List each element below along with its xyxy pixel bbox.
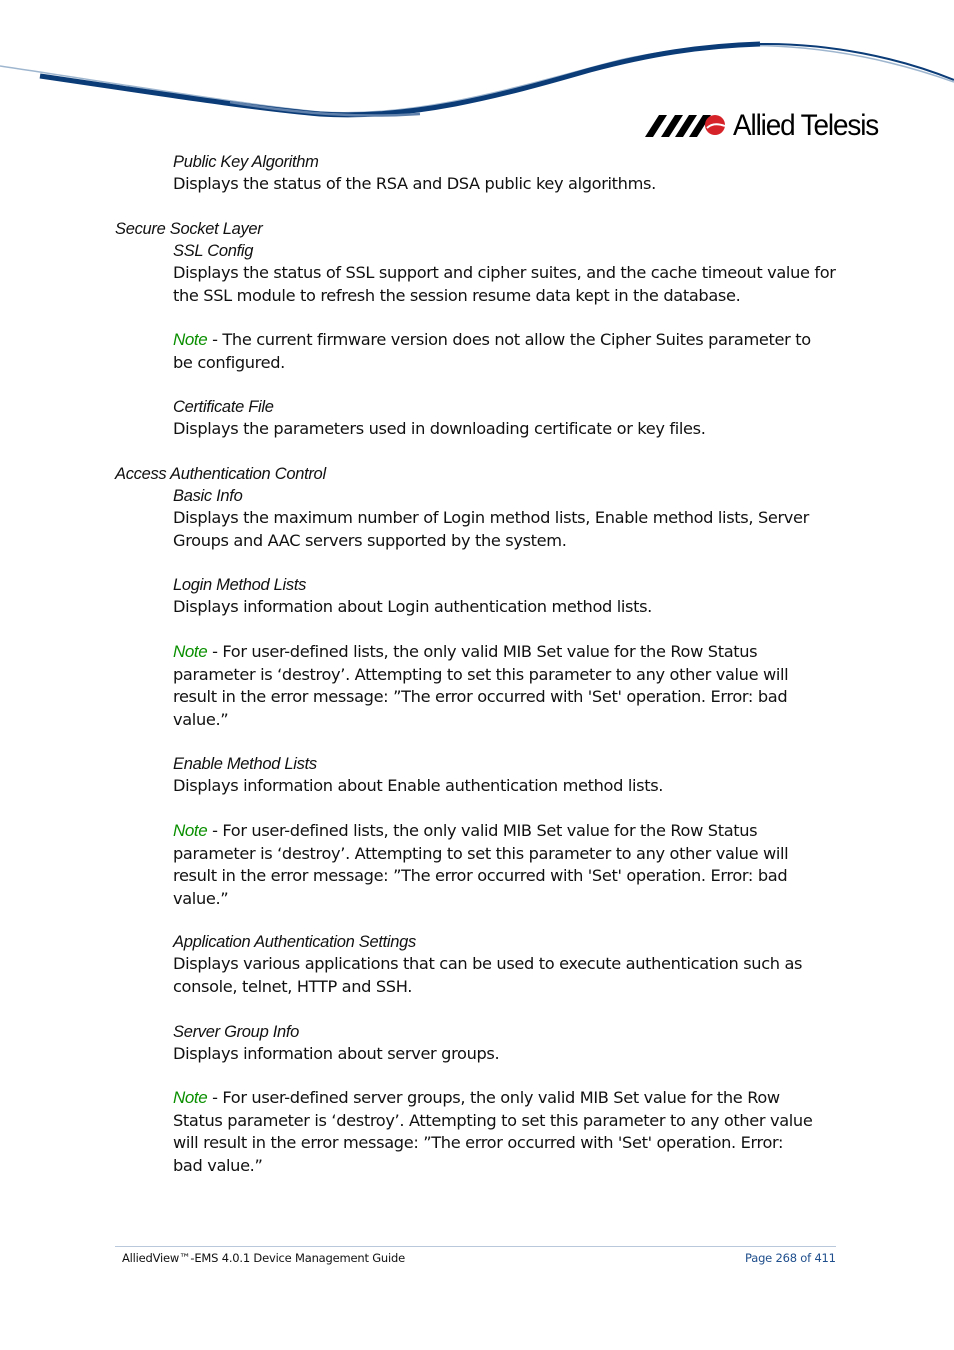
- application-auth-settings-heading: Application Authentication Settings: [173, 933, 416, 951]
- footer-document-title: AlliedView™-EMS 4.0.1 Device Management Guide: [122, 1251, 405, 1265]
- note-label: Note: [173, 642, 208, 661]
- basic-info-heading: Basic Info: [173, 487, 243, 505]
- ssl-section-heading: Secure Socket Layer: [115, 220, 263, 238]
- certificate-file-heading: Certificate File: [173, 398, 274, 416]
- enable-method-lists-note: Note - For user-defined lists, the only valid MIB Set value for the Row Status parameter is ‘destroy’. Attempting to set this parameter to any other value will result in the error message: ”The error occurred with 'Set' operation. Error: bad value.”: [173, 821, 789, 908]
- server-group-info-description: Displays information about server groups.: [173, 1044, 500, 1063]
- note-label: Note: [173, 821, 208, 840]
- aac-section-heading: Access Authentication Control: [115, 465, 326, 483]
- brand-name: Allied Telesis: [733, 109, 879, 142]
- enable-method-lists-heading: Enable Method Lists: [173, 755, 317, 773]
- basic-info-description: Displays the maximum number of Login method lists, Enable method lists, Server Groups and AAC servers supported by the system.: [173, 508, 809, 550]
- ssl-config-heading: SSL Config: [173, 242, 254, 260]
- pka-heading: Public Key Algorithm: [173, 153, 319, 171]
- ssl-config-description: Displays the status of SSL support and cipher suites, and the cache timeout value for the SSL module to refresh the session resume data kept in the database.: [173, 263, 836, 305]
- header-swoosh: [0, 0, 954, 125]
- enable-method-lists-description: Displays information about Enable authentication method lists.: [173, 776, 664, 795]
- allied-telesis-mark-icon: [645, 111, 727, 141]
- server-group-info-heading: Server Group Info: [173, 1023, 300, 1041]
- note-label: Note: [173, 330, 208, 349]
- server-group-info-note: Note - For user-defined server groups, the only valid MIB Set value for the Row Status parameter is ‘destroy’. Attempting to set this parameter to any other value will result in the error message: ”The error occurred with 'Set' operation. Error: bad value.”: [173, 1088, 813, 1175]
- login-method-lists-note: Note - For user-defined lists, the only valid MIB Set value for the Row Status parameter is ‘destroy’. Attempting to set this parameter to any other value will result in the error message: ”The error occurred with 'Set' operation. Error: bad value.”: [173, 642, 789, 729]
- login-method-lists-heading: Login Method Lists: [173, 576, 307, 594]
- note-label: Note: [173, 1088, 208, 1107]
- application-auth-settings-description: Displays various applications that can be used to execute authentication such as console, telnet, HTTP and SSH.: [173, 954, 803, 996]
- ssl-note: Note - The current firmware version does not allow the Cipher Suites parameter to be configured.: [173, 330, 811, 372]
- certificate-file-description: Displays the parameters used in downloading certificate or key files.: [173, 419, 706, 438]
- pka-description: Displays the status of the RSA and DSA public key algorithms.: [173, 174, 656, 193]
- footer-page-number: Page 268 of 411: [745, 1251, 836, 1265]
- allied-telesis-logo: [645, 108, 889, 144]
- login-method-lists-description: Displays information about Login authentication method lists.: [173, 597, 652, 616]
- footer-divider: [115, 1246, 836, 1247]
